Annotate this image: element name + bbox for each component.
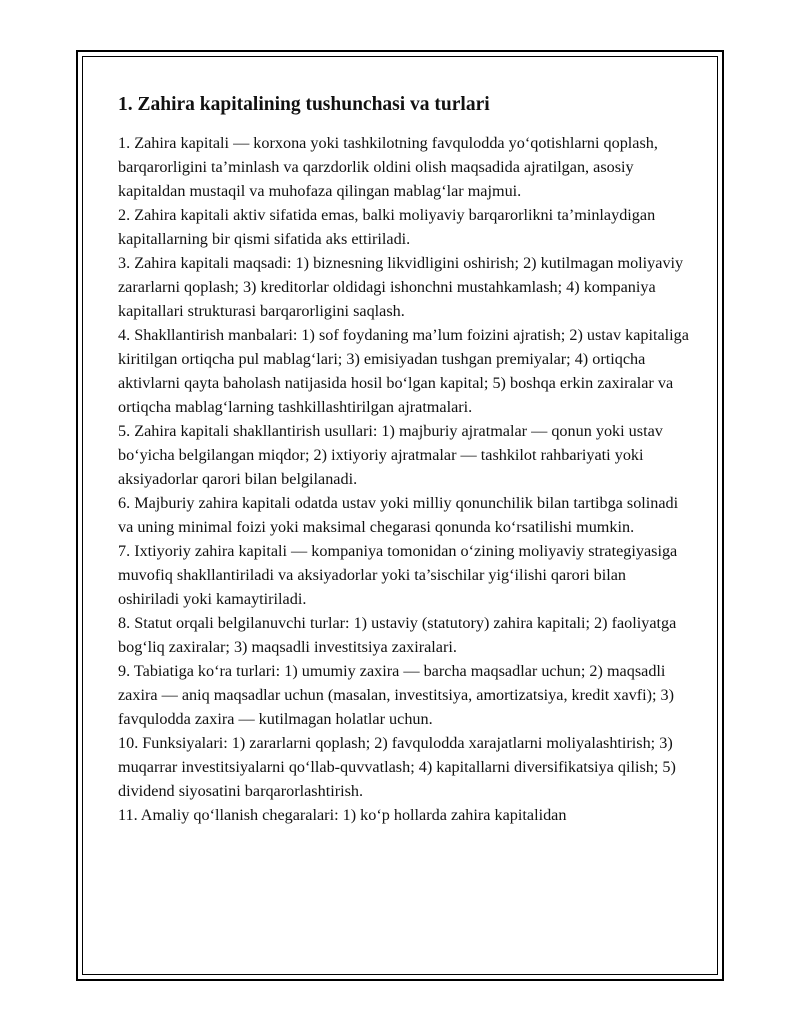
paragraph-6: 6. Majburiy zahira kapitali odatda ustav yoki milliy qonunchilik bilan tartibga solinadi va uning minimal foizi yoki maksimal chegarasi qonunda ko‘rsatilishi mumkin.: [118, 494, 679, 536]
paragraph-2: 2. Zahira kapitali aktiv sifatida emas, balki moliyaviy barqarorlikni ta’minlaydigan kapitallarning bir qismi sifatida aks ettiriladi.: [118, 206, 656, 248]
section-heading: 1. Zahira kapitalining tushunchasi va turlari: [118, 94, 490, 115]
paragraph-1: 1. Zahira kapitali — korxona yoki tashkilotning favqulodda yo‘qotishlarni qoplash, barqarorligini ta’minlash va qarzdorlik oldini olish maqsadida ajratilgan, asosiy kapitaldan mustaqil va muhofaza qilingan mablag‘lar majmui.: [118, 134, 658, 200]
document-body: [118, 91, 690, 827]
paragraph-4: 4. Shakllantirish manbalari: 1) sof foydaning ma’lum foizini ajratish; 2) ustav kapitaliga kiritilgan ortiqcha pul mablag‘lari; 3) emisiyadan tushgan premiyalar; 4) ortiqcha aktivlarni qayta baholash natijasida hosil bo‘lgan kapital; 5) boshqa erkin zaxiralar va ortiqcha mablag‘larning tashkillashtirilgan ajratmalari.: [118, 326, 689, 416]
paragraph-11: 11. Amaliy qo‘llanish chegaralari: 1) ko‘p hollarda zahira kapitalidan: [118, 806, 567, 824]
paragraph-7: 7. Ixtiyoriy zahira kapitali — kompaniya tomonidan o‘zining moliyaviy strategiyasiga muvofiq shakllantiriladi va aksiyadorlar yoki ta’sischilar yig‘ilishi qarori bilan oshiriladi yoki kamaytiriladi.: [118, 542, 678, 608]
paragraph-5: 5. Zahira kapitali shakllantirish usullari: 1) majburiy ajratmalar — qonun yoki ustav bo‘yicha belgilangan miqdor; 2) ixtiyoriy ajratmalar — tashkilot rahbariyati yoki aksiyadorlar qarori bilan belgilanadi.: [118, 422, 663, 488]
paragraph-3: 3. Zahira kapitali maqsadi: 1) biznesning likvidligini oshirish; 2) kutilmagan moliyaviy zararlarni qoplash; 3) kreditorlar oldidagi ishonchni mustahkamlash; 4) kompaniya kapitallari strukturasi barqarorligini saqlash.: [118, 254, 684, 320]
paragraph-10: 10. Funksiyalari: 1) zararlarni qoplash; 2) favqulodda xarajatlarni moliyalashtirish; 3) muqarrar investitsiyalarni qo‘llab-quvvatlash; 4) kapitallarni diversifikatsiya qilish; 5) dividend siyosatini barqarorlashtirish.: [118, 734, 676, 800]
paragraph-9: 9. Tabiatiga ko‘ra turlari: 1) umumiy zaxira — barcha maqsadlar uchun; 2) maqsadli zaxira — aniq maqsadlar uchun (masalan, investitsiya, amortizatsiya, kredit xavfi); 3) favqulodda zaxira — kutilmagan holatlar uchun.: [118, 662, 675, 728]
paragraph-8: 8. Statut orqali belgilanuvchi turlar: 1) ustaviy (statutory) zahira kapitali; 2) faoliyatga bog‘liq zaxiralar; 3) maqsadli investitsiya zaxiralari.: [118, 614, 677, 656]
